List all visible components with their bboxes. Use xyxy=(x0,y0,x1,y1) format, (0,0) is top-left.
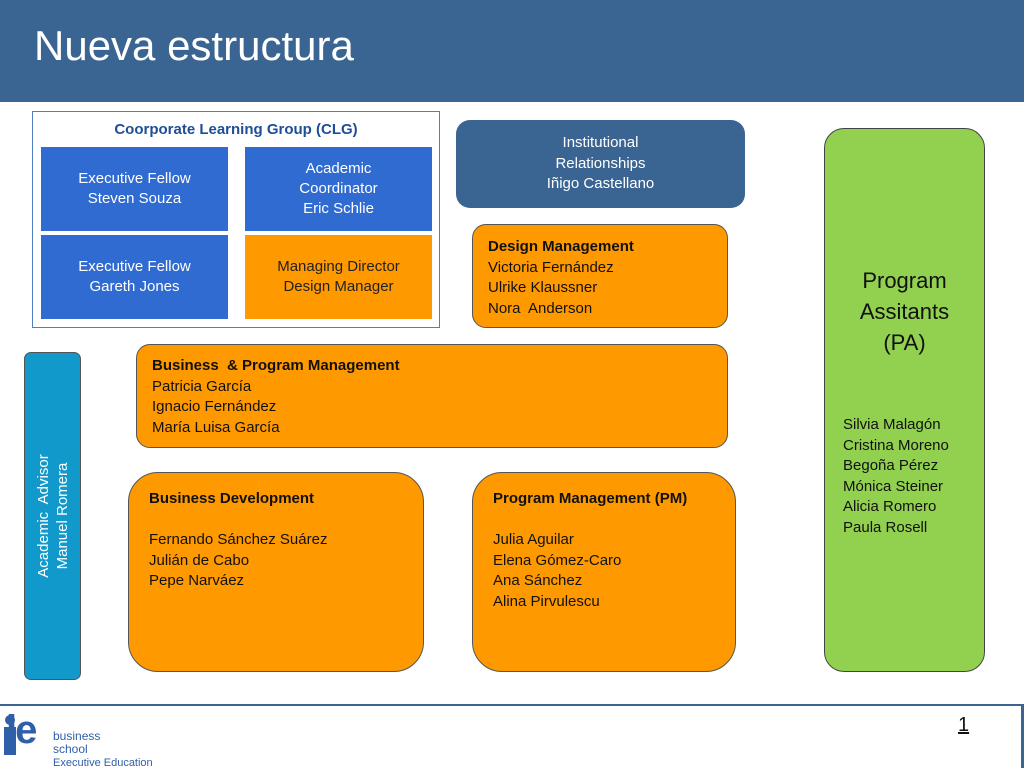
business-program-management-header: Business & Program Management xyxy=(152,357,400,374)
design-member: Ulrike Klaussner xyxy=(488,279,598,296)
business-development-header: Business Development xyxy=(149,490,315,507)
program-management-header: Program Management (PM) xyxy=(493,490,688,507)
slide-title: Nueva estructura xyxy=(34,22,354,69)
program-management-box xyxy=(472,472,736,672)
pa-member: Cristina Moreno xyxy=(843,436,949,454)
pa-member: Begoña Pérez xyxy=(843,457,939,474)
institutional-relationships-box: Institutional Relationships Iñigo Castellano xyxy=(456,120,745,208)
academic-advisor-label xyxy=(34,454,72,577)
executive-fellow-jones-box: Executive Fellow Gareth Jones xyxy=(41,235,228,319)
clg-group xyxy=(32,111,440,328)
business-program-management-box xyxy=(136,344,728,448)
bd-member: Julián de Cabo xyxy=(149,551,250,569)
academic-advisor-role: Academic Advisor xyxy=(34,454,52,578)
logo-text xyxy=(53,730,100,756)
bpm-member: María Luisa García xyxy=(152,418,280,436)
program-assistants-box xyxy=(824,128,985,672)
bd-member: Pepe Narváez xyxy=(149,572,245,589)
pm-member: Alina Pirvulescu xyxy=(493,592,600,610)
pm-member: Julia Aguilar xyxy=(493,531,574,548)
program-assistants-title: Program Assitants (PA) xyxy=(859,268,950,355)
blank-line xyxy=(493,510,715,531)
managing-director-box: Managing Director Design Manager xyxy=(245,235,432,319)
bpm-member: Patricia García xyxy=(152,377,252,395)
design-member: Nora Anderson xyxy=(488,299,593,317)
footer-divider xyxy=(0,704,1024,706)
pa-member: Mónica Steiner xyxy=(843,477,944,495)
logo-line: business xyxy=(53,729,101,743)
logo-subtitle: Executive Education xyxy=(53,757,153,768)
slide-header xyxy=(0,0,1024,102)
logo-mark: ie xyxy=(6,708,36,752)
page-number: 1 xyxy=(958,714,970,736)
pa-member: Silvia Malagón xyxy=(843,416,941,433)
business-development-box xyxy=(128,472,424,672)
program-assistants-list xyxy=(843,415,949,538)
pa-member: Alicia Romero xyxy=(843,498,937,515)
pa-member: Paula Rosell xyxy=(843,518,928,536)
design-management-box xyxy=(472,224,728,328)
pm-member: Elena Gómez-Caro xyxy=(493,551,622,569)
bd-member: Fernando Sánchez Suárez xyxy=(149,531,328,548)
ie-business-school-logo xyxy=(0,708,170,768)
clg-title: Coorporate Learning Group (CLG) xyxy=(114,121,358,138)
pm-member: Ana Sánchez xyxy=(493,572,583,589)
bpm-member: Ignacio Fernández xyxy=(152,398,277,415)
academic-coordinator-box: Academic Coordinator Eric Schlie xyxy=(245,147,432,231)
blank-line xyxy=(149,510,403,531)
design-management-header: Design Management xyxy=(488,238,634,255)
design-member: Victoria Fernández xyxy=(488,258,614,276)
academic-advisor-name: Manuel Romera xyxy=(53,462,71,570)
academic-advisor-box xyxy=(24,352,81,680)
logo-line: school xyxy=(53,742,88,756)
executive-fellow-souza-box: Executive Fellow Steven Souza xyxy=(41,147,228,231)
